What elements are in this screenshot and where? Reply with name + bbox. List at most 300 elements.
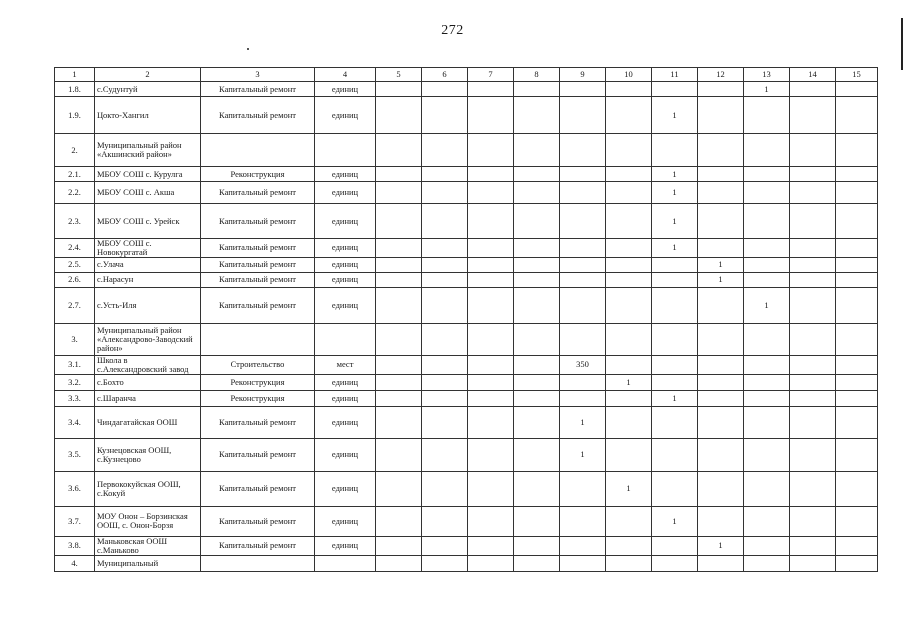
header-cell: 4	[315, 68, 376, 82]
value-cell	[836, 134, 878, 167]
object-name-cell: Муниципальный район «Акшинский район»	[95, 134, 201, 167]
value-cell	[744, 134, 790, 167]
row-number-cell: 2.6.	[55, 272, 95, 287]
object-name-cell: Муниципальный	[95, 555, 201, 571]
value-cell	[836, 471, 878, 506]
value-cell	[514, 555, 560, 571]
unit-cell: единиц	[315, 272, 376, 287]
value-cell	[836, 506, 878, 536]
value-cell	[468, 438, 514, 471]
value-cell	[790, 134, 836, 167]
value-cell	[836, 204, 878, 239]
value-cell	[468, 287, 514, 323]
table-header-row	[55, 68, 878, 82]
value-cell	[652, 438, 698, 471]
value-cell: 1	[698, 272, 744, 287]
object-name-cell: с.Улача	[95, 257, 201, 272]
value-cell	[560, 374, 606, 390]
value-cell	[514, 97, 560, 134]
value-cell	[560, 204, 606, 239]
value-cell	[790, 438, 836, 471]
object-name-cell: с.Бохто	[95, 374, 201, 390]
table-body	[55, 68, 878, 572]
value-cell	[836, 167, 878, 182]
object-name-cell: с.Усть-Иля	[95, 287, 201, 323]
value-cell	[376, 272, 422, 287]
row-number-cell: 3.	[55, 323, 95, 355]
table-row	[55, 506, 878, 536]
value-cell	[790, 323, 836, 355]
value-cell	[514, 438, 560, 471]
value-cell	[836, 355, 878, 374]
value-cell	[560, 323, 606, 355]
unit-cell: единиц	[315, 438, 376, 471]
work-type-cell: Капитальный ремонт	[201, 506, 315, 536]
scan-speck	[247, 48, 249, 50]
value-cell	[744, 355, 790, 374]
work-type-cell: Капитальный ремонт	[201, 287, 315, 323]
value-cell	[514, 287, 560, 323]
value-cell	[376, 355, 422, 374]
table-row	[55, 182, 878, 204]
value-cell	[744, 182, 790, 204]
row-number-cell: 3.3.	[55, 390, 95, 406]
value-cell	[422, 555, 468, 571]
table-row	[55, 272, 878, 287]
row-number-cell: 4.	[55, 555, 95, 571]
unit-cell: единиц	[315, 167, 376, 182]
value-cell	[376, 374, 422, 390]
header-cell: 9	[560, 68, 606, 82]
header-cell: 8	[514, 68, 560, 82]
unit-cell	[315, 555, 376, 571]
value-cell	[560, 287, 606, 323]
value-cell	[376, 167, 422, 182]
value-cell	[422, 536, 468, 555]
row-number-cell: 2.1.	[55, 167, 95, 182]
work-type-cell: Капитальный ремонт	[201, 82, 315, 97]
value-cell	[836, 272, 878, 287]
value-cell	[698, 323, 744, 355]
unit-cell: единиц	[315, 239, 376, 258]
value-cell	[836, 323, 878, 355]
value-cell	[606, 257, 652, 272]
row-number-cell: 3.5.	[55, 438, 95, 471]
row-number-cell: 3.7.	[55, 506, 95, 536]
header-cell: 15	[836, 68, 878, 82]
value-cell	[744, 239, 790, 258]
value-cell	[790, 555, 836, 571]
header-cell: 1	[55, 68, 95, 82]
value-cell	[698, 438, 744, 471]
value-cell	[560, 182, 606, 204]
value-cell: 1	[652, 182, 698, 204]
value-cell	[790, 82, 836, 97]
value-cell	[422, 97, 468, 134]
value-cell	[422, 471, 468, 506]
value-cell	[790, 536, 836, 555]
value-cell	[468, 536, 514, 555]
value-cell	[376, 390, 422, 406]
value-cell	[790, 287, 836, 323]
table-row	[55, 134, 878, 167]
object-name-cell: МОУ Онон – Борзинская ООШ, с. Онон-Борзя	[95, 506, 201, 536]
value-cell	[468, 506, 514, 536]
value-cell	[422, 506, 468, 536]
unit-cell: единиц	[315, 257, 376, 272]
value-cell	[836, 438, 878, 471]
value-cell	[468, 239, 514, 258]
value-cell	[698, 167, 744, 182]
value-cell	[514, 471, 560, 506]
row-number-cell: 2.7.	[55, 287, 95, 323]
value-cell	[744, 204, 790, 239]
value-cell	[376, 438, 422, 471]
row-number-cell: 3.8.	[55, 536, 95, 555]
value-cell	[790, 406, 836, 438]
value-cell	[376, 257, 422, 272]
table-row	[55, 374, 878, 390]
value-cell	[422, 406, 468, 438]
work-type-cell: Капитальный ремонт	[201, 272, 315, 287]
value-cell	[422, 239, 468, 258]
table-row	[55, 323, 878, 355]
work-type-cell: Капитальный ремонт	[201, 257, 315, 272]
work-type-cell: Строительство	[201, 355, 315, 374]
value-cell	[606, 390, 652, 406]
value-cell	[422, 257, 468, 272]
row-number-cell: 3.2.	[55, 374, 95, 390]
work-type-cell: Реконструкция	[201, 390, 315, 406]
table-row	[55, 82, 878, 97]
value-cell	[652, 287, 698, 323]
value-cell	[606, 555, 652, 571]
value-cell	[744, 390, 790, 406]
value-cell	[376, 204, 422, 239]
value-cell	[698, 555, 744, 571]
value-cell	[836, 406, 878, 438]
value-cell	[790, 257, 836, 272]
value-cell	[560, 471, 606, 506]
value-cell	[468, 374, 514, 390]
table-row	[55, 204, 878, 239]
value-cell	[652, 323, 698, 355]
value-cell	[514, 406, 560, 438]
row-number-cell: 1.8.	[55, 82, 95, 97]
value-cell	[606, 406, 652, 438]
value-cell	[698, 406, 744, 438]
value-cell	[514, 239, 560, 258]
row-number-cell: 2.4.	[55, 239, 95, 258]
value-cell	[468, 167, 514, 182]
work-type-cell: Капитальный ремонт	[201, 406, 315, 438]
value-cell	[560, 257, 606, 272]
object-name-cell: Школа в с.Александровский завод	[95, 355, 201, 374]
unit-cell: единиц	[315, 374, 376, 390]
table-row	[55, 438, 878, 471]
value-cell	[652, 82, 698, 97]
value-cell	[468, 390, 514, 406]
value-cell	[790, 506, 836, 536]
table-row	[55, 167, 878, 182]
header-cell: 7	[468, 68, 514, 82]
value-cell	[376, 323, 422, 355]
value-cell	[468, 406, 514, 438]
value-cell	[652, 134, 698, 167]
value-cell: 1	[652, 167, 698, 182]
value-cell	[790, 182, 836, 204]
value-cell	[790, 239, 836, 258]
value-cell	[468, 323, 514, 355]
table-row	[55, 97, 878, 134]
value-cell	[698, 204, 744, 239]
value-cell	[422, 438, 468, 471]
object-name-cell: Чиндагатайская ООШ	[95, 406, 201, 438]
value-cell	[836, 182, 878, 204]
value-cell	[422, 167, 468, 182]
table-row	[55, 555, 878, 571]
value-cell	[560, 167, 606, 182]
value-cell	[514, 182, 560, 204]
object-name-cell: Муниципальный район «Александрово-Заводский район»	[95, 323, 201, 355]
work-type-cell: Капитальный ремонт	[201, 239, 315, 258]
header-cell: 12	[698, 68, 744, 82]
row-number-cell: 2.3.	[55, 204, 95, 239]
value-cell	[836, 536, 878, 555]
value-cell: 1	[744, 287, 790, 323]
value-cell	[790, 272, 836, 287]
value-cell	[606, 355, 652, 374]
object-name-cell: с.Шаранча	[95, 390, 201, 406]
value-cell	[698, 471, 744, 506]
value-cell	[836, 257, 878, 272]
value-cell: 1	[652, 239, 698, 258]
value-cell	[468, 182, 514, 204]
unit-cell: единиц	[315, 406, 376, 438]
value-cell	[652, 257, 698, 272]
value-cell	[376, 506, 422, 536]
unit-cell: единиц	[315, 506, 376, 536]
value-cell: 1	[652, 97, 698, 134]
value-cell	[376, 134, 422, 167]
value-cell	[468, 471, 514, 506]
value-cell	[422, 287, 468, 323]
object-name-cell: Цокто-Хангил	[95, 97, 201, 134]
value-cell: 1	[744, 82, 790, 97]
work-type-cell	[201, 323, 315, 355]
value-cell	[514, 374, 560, 390]
value-cell	[606, 134, 652, 167]
value-cell	[422, 323, 468, 355]
value-cell	[652, 355, 698, 374]
unit-cell: единиц	[315, 287, 376, 323]
page-number: 272	[441, 23, 464, 38]
value-cell	[468, 204, 514, 239]
value-cell	[468, 272, 514, 287]
value-cell	[560, 272, 606, 287]
value-cell	[468, 355, 514, 374]
value-cell	[606, 82, 652, 97]
value-cell	[560, 82, 606, 97]
value-cell	[698, 355, 744, 374]
value-cell	[790, 471, 836, 506]
header-cell: 14	[790, 68, 836, 82]
value-cell	[560, 97, 606, 134]
unit-cell: единиц	[315, 471, 376, 506]
value-cell	[698, 82, 744, 97]
table-row	[55, 471, 878, 506]
work-type-cell: Капитальный ремонт	[201, 204, 315, 239]
value-cell	[744, 555, 790, 571]
value-cell	[560, 390, 606, 406]
value-cell: 1	[606, 471, 652, 506]
value-cell	[376, 97, 422, 134]
value-cell	[422, 374, 468, 390]
value-cell	[790, 97, 836, 134]
unit-cell: единиц	[315, 390, 376, 406]
value-cell	[376, 536, 422, 555]
unit-cell: единиц	[315, 97, 376, 134]
table-row	[55, 257, 878, 272]
value-cell	[422, 134, 468, 167]
object-name-cell: МБОУ СОШ с. Акша	[95, 182, 201, 204]
unit-cell	[315, 323, 376, 355]
value-cell	[514, 355, 560, 374]
work-type-cell: Капитальный ремонт	[201, 438, 315, 471]
row-number-cell: 3.1.	[55, 355, 95, 374]
object-name-cell: Кузнецовская ООШ, с.Кузнецово	[95, 438, 201, 471]
value-cell	[606, 323, 652, 355]
value-cell	[514, 134, 560, 167]
unit-cell: единиц	[315, 204, 376, 239]
work-type-cell: Капитальный ремонт	[201, 182, 315, 204]
row-number-cell: 1.9.	[55, 97, 95, 134]
value-cell	[836, 287, 878, 323]
value-cell	[560, 239, 606, 258]
value-cell	[744, 471, 790, 506]
row-number-cell: 3.6.	[55, 471, 95, 506]
value-cell	[468, 82, 514, 97]
value-cell	[560, 506, 606, 536]
value-cell	[744, 272, 790, 287]
work-type-cell: Капитальный ремонт	[201, 536, 315, 555]
row-number-cell: 3.4.	[55, 406, 95, 438]
value-cell	[606, 182, 652, 204]
value-cell	[652, 374, 698, 390]
value-cell	[744, 374, 790, 390]
value-cell	[744, 257, 790, 272]
table-row	[55, 239, 878, 258]
unit-cell: единиц	[315, 536, 376, 555]
value-cell	[422, 390, 468, 406]
value-cell	[790, 204, 836, 239]
row-number-cell: 2.2.	[55, 182, 95, 204]
unit-cell: единиц	[315, 82, 376, 97]
value-cell	[468, 257, 514, 272]
value-cell: 1	[652, 390, 698, 406]
object-name-cell: Маньковская ООШ с.Маньково	[95, 536, 201, 555]
value-cell	[422, 272, 468, 287]
value-cell	[652, 555, 698, 571]
value-cell	[744, 438, 790, 471]
value-cell	[376, 82, 422, 97]
value-cell	[376, 471, 422, 506]
value-cell	[744, 406, 790, 438]
header-cell: 13	[744, 68, 790, 82]
value-cell	[560, 536, 606, 555]
header-cell: 6	[422, 68, 468, 82]
value-cell	[468, 555, 514, 571]
value-cell	[606, 239, 652, 258]
value-cell	[606, 506, 652, 536]
value-cell	[376, 239, 422, 258]
work-type-cell: Капитальный ремонт	[201, 471, 315, 506]
value-cell	[652, 536, 698, 555]
value-cell	[376, 555, 422, 571]
value-cell	[514, 536, 560, 555]
object-name-cell: МБОУ СОШ с. Урейск	[95, 204, 201, 239]
table-row	[55, 390, 878, 406]
value-cell	[514, 257, 560, 272]
value-cell	[514, 390, 560, 406]
value-cell	[514, 82, 560, 97]
value-cell	[606, 536, 652, 555]
value-cell	[560, 555, 606, 571]
value-cell: 1	[606, 374, 652, 390]
value-cell: 1	[560, 438, 606, 471]
value-cell	[744, 323, 790, 355]
object-name-cell: с.Судунтуй	[95, 82, 201, 97]
value-cell	[744, 167, 790, 182]
header-cell: 2	[95, 68, 201, 82]
value-cell	[744, 536, 790, 555]
value-cell: 1	[698, 536, 744, 555]
value-cell	[698, 374, 744, 390]
value-cell	[376, 182, 422, 204]
value-cell	[560, 134, 606, 167]
value-cell	[744, 506, 790, 536]
value-cell	[698, 390, 744, 406]
value-cell	[790, 167, 836, 182]
value-cell	[790, 374, 836, 390]
table-row	[55, 287, 878, 323]
header-cell: 10	[606, 68, 652, 82]
value-cell	[606, 272, 652, 287]
value-cell	[422, 355, 468, 374]
value-cell	[422, 182, 468, 204]
value-cell	[790, 390, 836, 406]
value-cell	[514, 323, 560, 355]
row-number-cell: 2.5.	[55, 257, 95, 272]
value-cell	[698, 287, 744, 323]
value-cell: 1	[560, 406, 606, 438]
work-type-cell: Реконструкция	[201, 167, 315, 182]
scan-edge-line	[901, 18, 903, 70]
capital-repair-table	[54, 67, 878, 572]
work-type-cell	[201, 555, 315, 571]
work-type-cell	[201, 134, 315, 167]
value-cell	[606, 438, 652, 471]
value-cell	[836, 555, 878, 571]
value-cell: 1	[652, 506, 698, 536]
value-cell	[376, 287, 422, 323]
value-cell	[606, 204, 652, 239]
value-cell	[606, 287, 652, 323]
object-name-cell: МБОУ СОШ с. Новокургатай	[95, 239, 201, 258]
unit-cell: мест	[315, 355, 376, 374]
work-type-cell: Капитальный ремонт	[201, 97, 315, 134]
header-cell: 3	[201, 68, 315, 82]
